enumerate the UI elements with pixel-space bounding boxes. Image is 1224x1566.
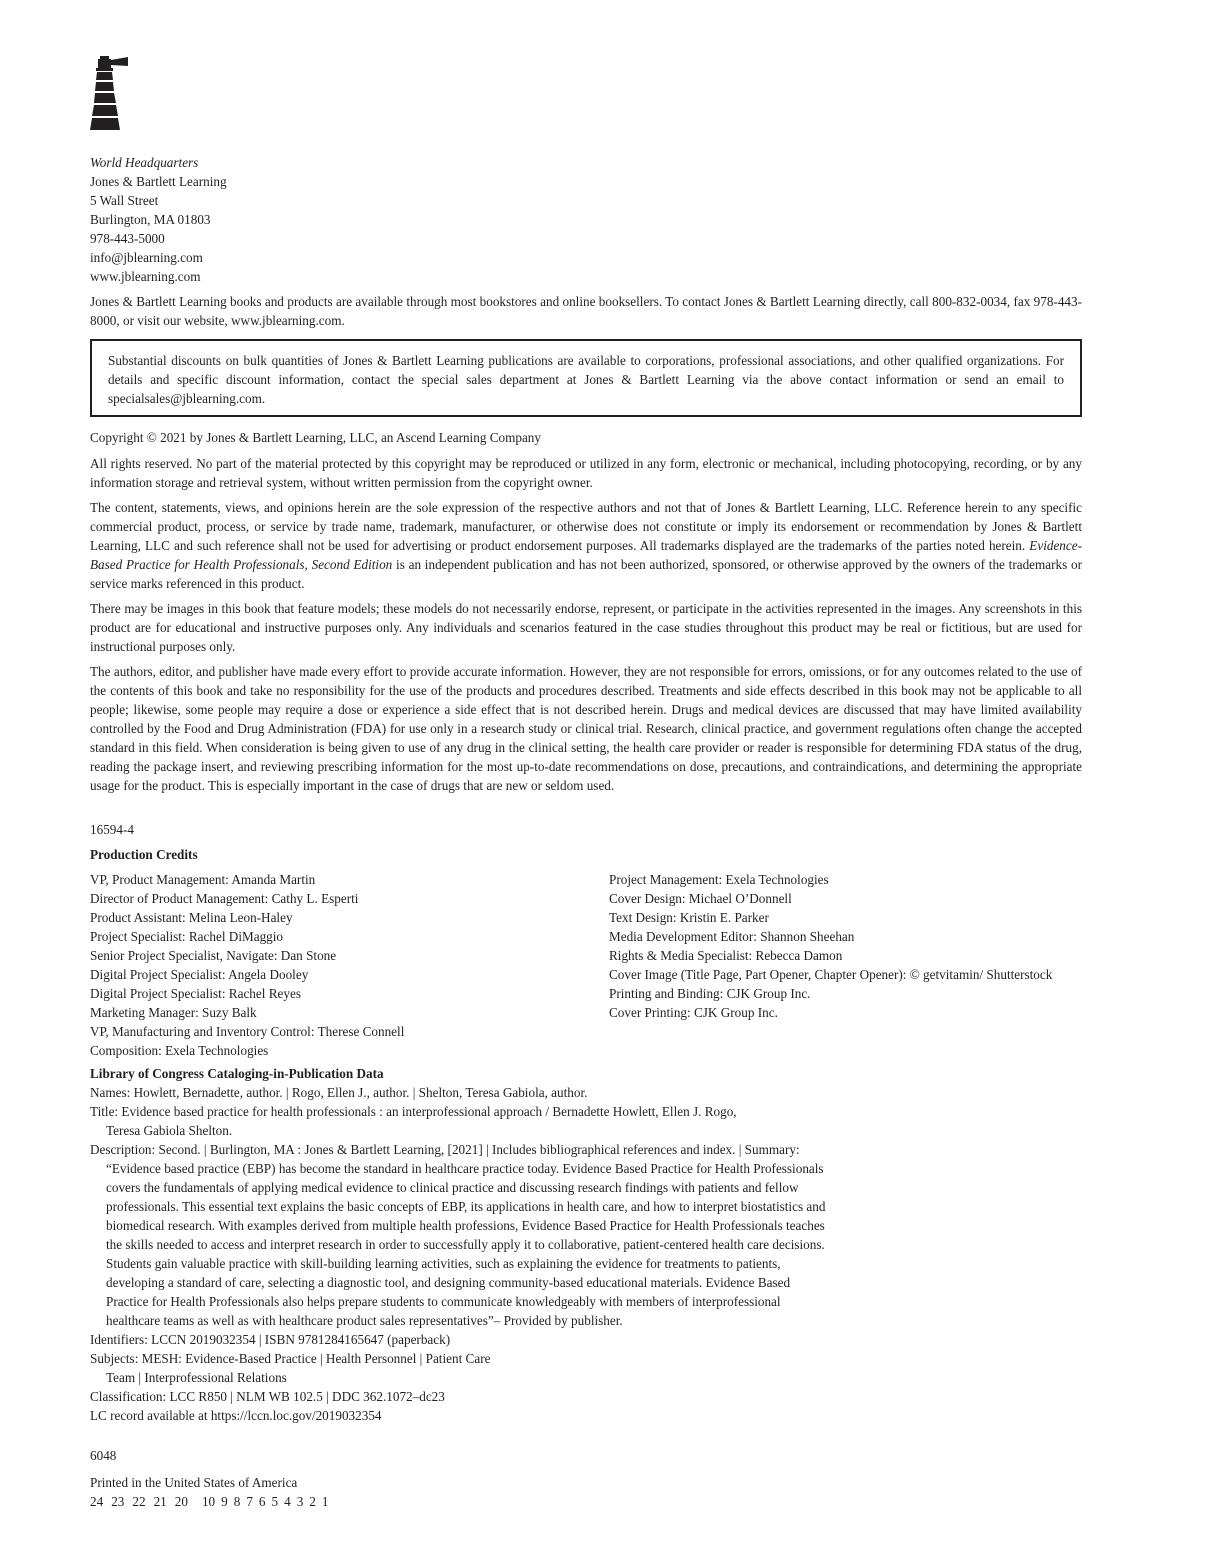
credit-item: Marketing Manager: Suzy Balk [90,1005,257,1020]
production-credits-left-column [90,870,600,1060]
contact-paragraph: Jones & Bartlett Learning books and products are available through most bookstores and online booksellers. To contact Jones & Bartlett Learning directly, call 800-832-0034, fax 978-443-8000, or visit our website, www.jblearning.com. [90,294,1082,328]
printing-number: 3 [296,1494,304,1509]
printing-year: 21 [153,1494,167,1509]
cip-summary-line: “Evidence based practice (EBP) has become the standard in healthcare practice today. Evidence Based Practice for Health Professionals [106,1161,824,1176]
address-block [90,153,1082,286]
book-title-italic: Evidence-Based Practice for Health Professionals, Second Edition [90,538,1082,572]
production-credits-right-column [609,870,1079,1022]
printing-year: 24 [90,1494,104,1509]
cip-identifiers: Identifiers: LCCN 2019032354 | ISBN 9781284165647 (paperback) [90,1332,451,1347]
credit-item: Project Management: Exela Technologies [609,872,829,887]
credit-item: VP, Product Management: Amanda Martin [90,872,316,887]
credit-item: Cover Image (Title Page, Part Opener, Chapter Opener): © getvitamin/ Shutterstock [609,967,1053,982]
printing-year: 20 [174,1494,188,1509]
cip-heading: Library of Congress Cataloging-in-Publication Data [90,1066,384,1081]
credit-item: Text Design: Kristin E. Parker [609,910,769,925]
cip-summary-line: professionals. This essential text explains the basic concepts of EBP, its applications in health care, and how to interpret biostatistics and [106,1199,826,1214]
credit-item: VP, Manufacturing and Inventory Control: Therese Connell [90,1024,405,1039]
printing-number: 1 [321,1494,329,1509]
phone-number: 978-443-5000 [90,231,165,246]
credit-item: Digital Project Specialist: Angela Dooley [90,967,309,982]
credit-item: Cover Printing: CJK Group Inc. [609,1005,778,1020]
cip-summary-line: Practice for Health Professionals also helps prepare students to communicate knowledgeably with members of interprofessional [106,1294,781,1309]
cip-title-continued: Teresa Gabiola Shelton. [106,1123,233,1138]
website-url: www.jblearning.com [90,269,201,284]
credit-item: Digital Project Specialist: Rachel Reyes [90,986,301,1001]
credit-item: Composition: Exela Technologies [90,1043,269,1058]
lighthouse-logo-icon [90,56,130,130]
printing-number: 10 [201,1494,216,1509]
cip-names: Names: Howlett, Bernadette, author. | Rogo, Ellen J., author. | Shelton, Teresa Gabiola, author. [90,1085,588,1100]
cip-description: Description: Second. | Burlington, MA : Jones & Bartlett Learning, [2021] | Includes bibliographical references and index. | Summary: [90,1142,800,1157]
credit-item: Cover Design: Michael O’Donnell [609,891,792,906]
credit-item: Director of Product Management: Cathy L. Esperti [90,891,359,906]
cip-summary-line: covers the fundamentals of applying medical evidence to clinical practice and discussing research findings with patients and fellow [106,1180,799,1195]
printing-number: 7 [246,1494,253,1509]
printing-number: 9 [221,1494,228,1509]
credit-item: Printing and Binding: CJK Group Inc. [609,986,811,1001]
content-statement-paragraph [90,498,1082,593]
credit-item: Media Development Editor: Shannon Sheehan [609,929,855,944]
cip-subjects-continued: Team | Interprofessional Relations [106,1370,287,1385]
printing-numbers [202,1492,329,1511]
printing-number: 6 [258,1494,266,1509]
cip-summary-line: healthcare teams as well as with healthcare product sales representatives”– Provided by publisher. [106,1313,623,1328]
printing-number: 4 [284,1494,291,1509]
cip-classification: Classification: LCC R850 | NLM WB 102.5 | DDC 362.1072–dc23 [90,1389,445,1404]
company-name: Jones & Bartlett Learning [90,174,227,189]
cip-summary-line: Students gain valuable practice with skill-building learning activities, such as explaining the evidence for treatments to patients, [106,1256,781,1271]
printing-years [90,1492,188,1511]
printing-year: 23 [111,1494,125,1509]
production-credits-heading: Production Credits [90,847,198,862]
rights-paragraph: All rights reserved. No part of the material protected by this copyright may be reproduced or utilized in any form, electronic or mechanical, including photocopying, recording, or by any information storage and retrieval system, without written permission from the copyright owner. [90,456,1082,490]
headquarters-label: World Headquarters [90,155,199,170]
credit-item: Rights & Media Specialist: Rebecca Damon [609,948,843,963]
cip-summary-line: developing a standard of care, selecting a diagnostic tool, and designing community-based educational materials. Evidence Based [106,1275,791,1290]
product-code: 16594-4 [90,822,134,837]
cip-data-block [90,1083,1082,1425]
cip-lc-record: LC record available at https://lccn.loc.gov/2019032354 [90,1408,382,1423]
disclaimer-paragraph: The authors, editor, and publisher have made every effort to provide accurate information. However, they are not responsible for errors, omissions, or for any outcomes related to the use of the contents of this book and take no responsibility for the use of the products and procedures described. Treatments and side effects described in this book may not be applicable to all people; likewise, some people may require a dose or experience a side effect that is not described herein. Drugs and medical devices are discussed that may have limited availability controlled by the Food and Drug Administration (FDA) for use only in a research study or clinical trial. Research, clinical practice, and government regulations often change the accepted standard in this field. When consideration is being given to use of any drug in the clinical setting, the health care provider or reader is responsible for determining FDA status of the drug, reading the package insert, and reviewing prescribing information for the most up-to-date recommendations on dose, precautions, and contraindications, and determining the appropriate usage for the product. This is especially important in the case of drugs that are new or seldom used. [90,664,1082,793]
credit-item: Project Specialist: Rachel DiMaggio [90,929,284,944]
printing-number: 2 [309,1494,316,1509]
printed-in-line: Printed in the United States of America [90,1475,298,1490]
copyright-line: Copyright © 2021 by Jones & Bartlett Learning, LLC, an Ascend Learning Company [90,430,541,445]
bulk-discount-box: Substantial discounts on bulk quantities of Jones & Bartlett Learning publications are available to corporations, professional associations, and other qualified organizations. For details and specific discount information, contact the special sales department at Jones & Bartlett Learning via the above contact information or send an email to specialsales@jblearning.com. [90,339,1082,417]
cip-summary-line: the skills needed to access and interpret research in order to successfully apply it to collaborative, patient-centered health care decisions. [106,1237,825,1252]
street-address: 5 Wall Street [90,193,159,208]
print-code: 6048 [90,1448,117,1463]
email-address: info@jblearning.com [90,250,203,265]
credit-item: Product Assistant: Melina Leon-Haley [90,910,293,925]
content-statement-part1: The content, statements, views, and opinions herein are the sole expression of the respective authors and not that of Jones & Bartlett Learning, LLC. Reference herein to any specific commercial product, process, or service by trade name, trademark, manufacturer, or otherwise does not constitute or imply its endorsement or recommendation by Jones & Bartlett Learning, LLC and such reference shall not be used for advertising or product endorsement purposes. All trademarks displayed are the trademarks of the parties noted herein. [90,500,1082,553]
printing-number: 8 [233,1494,241,1509]
images-statement-paragraph: There may be images in this book that feature models; these models do not necessarily endorse, represent, or participate in the activities represented in the images. Any screenshots in this product are for educational and instructive purposes only. Any individuals and scenarios featured in the case studies throughout this product may be real or fictitious, but are used for instructional purposes only. [90,601,1082,654]
city-state-zip: Burlington, MA 01803 [90,212,211,227]
cip-subjects: Subjects: MESH: Evidence-Based Practice | Health Personnel | Patient Care [90,1351,491,1366]
cip-title: Title: Evidence based practice for health professionals : an interprofessional approach / Bernadette Howlett, Ellen J. Rogo, [90,1104,737,1119]
printing-year: 22 [132,1494,146,1509]
content-statement-part2: is an independent publication and has not been authorized, sponsored, or otherwise approved by the owners of the trademarks or service marks referenced in this product. [90,557,1082,591]
cip-summary-line: biomedical research. With examples derived from multiple health professions, Evidence Based Practice for Health Professionals teaches [106,1218,825,1233]
credit-item: Senior Project Specialist, Navigate: Dan Stone [90,948,337,963]
printing-number: 5 [271,1494,279,1509]
printing-line [90,1492,328,1511]
